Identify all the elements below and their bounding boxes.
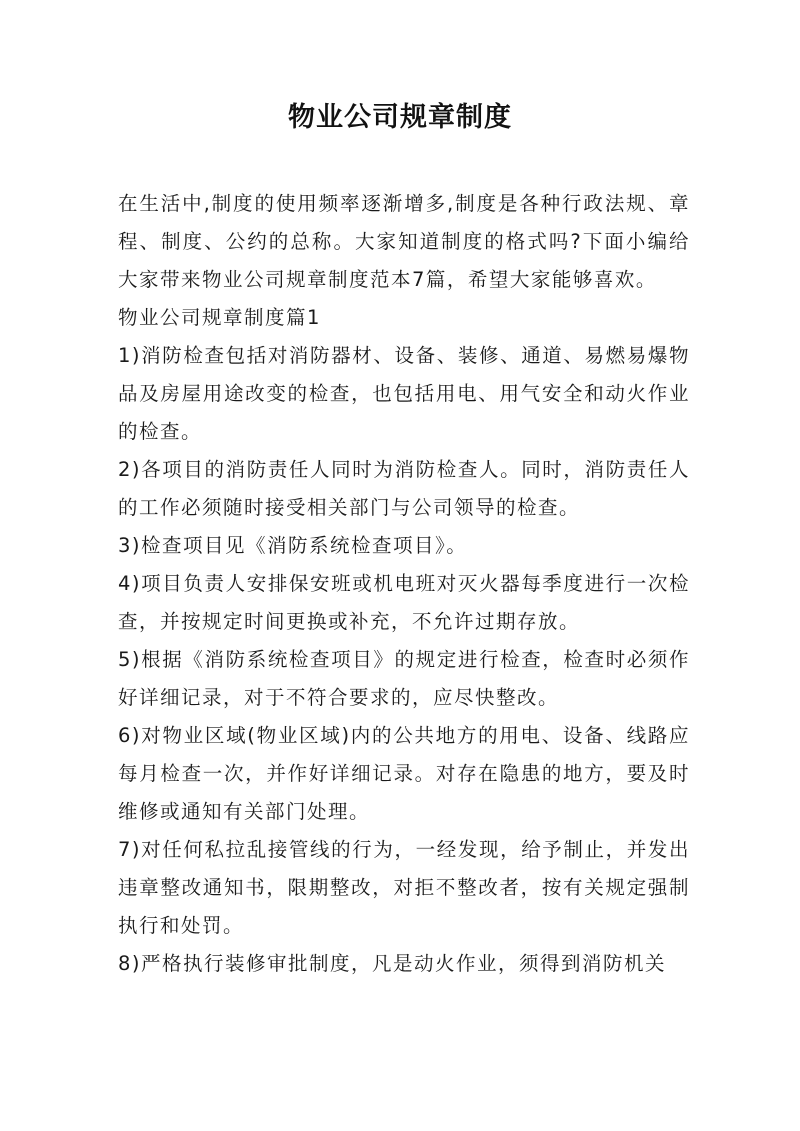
document-body bbox=[118, 185, 690, 983]
document-title: 物业公司规章制度 bbox=[288, 102, 512, 133]
rule-item-5: 5)根据《消防系统检查项目》的规定进行检查，检查时必须作好详细记录，对于不符合要求的，应尽快整改。 bbox=[118, 648, 690, 709]
rule-item-7: 7)对任何私拉乱接管线的行为，一经发现，给予制止，并发出违章整改通知书，限期整改，对拒不整改者，按有关规定强制执行和处罚。 bbox=[118, 838, 690, 937]
rule-item-2: 2)各项目的消防责任人同时为消防检查人。同时，消防责任人的工作必须随时接受相关部门与公司领导的检查。 bbox=[118, 458, 690, 519]
section-heading: 物业公司规章制度篇1 bbox=[118, 306, 321, 329]
intro-paragraph: 在生活中,制度的使用频率逐渐增多,制度是各种行政法规、章程、制度、公约的总称。大家知道制度的格式吗?下面小编给大家带来物业公司规章制度范本7篇，希望大家能够喜欢。 bbox=[118, 192, 690, 291]
rule-item-1: 1)消防检查包括对消防器材、设备、装修、通道、易燃易爆物品及房屋用途改变的检查，也包括用电、用气安全和动火作业的检查。 bbox=[118, 344, 690, 443]
rule-item-3: 3)检查项目见《消防系统检查项目》。 bbox=[118, 534, 468, 557]
rule-item-8: 8)严格执行装修审批制度，凡是动火作业，须得到消防机关 bbox=[118, 952, 667, 975]
rule-item-4: 4)项目负责人安排保安班或机电班对灭火器每季度进行一次检查，并按规定时间更换或补充，不允许过期存放。 bbox=[118, 572, 690, 633]
rule-item-6: 6)对物业区域(物业区域)内的公共地方的用电、设备、线路应每月检查一次，并作好详细记录。对存在隐患的地方，要及时维修或通知有关部门处理。 bbox=[118, 724, 690, 823]
